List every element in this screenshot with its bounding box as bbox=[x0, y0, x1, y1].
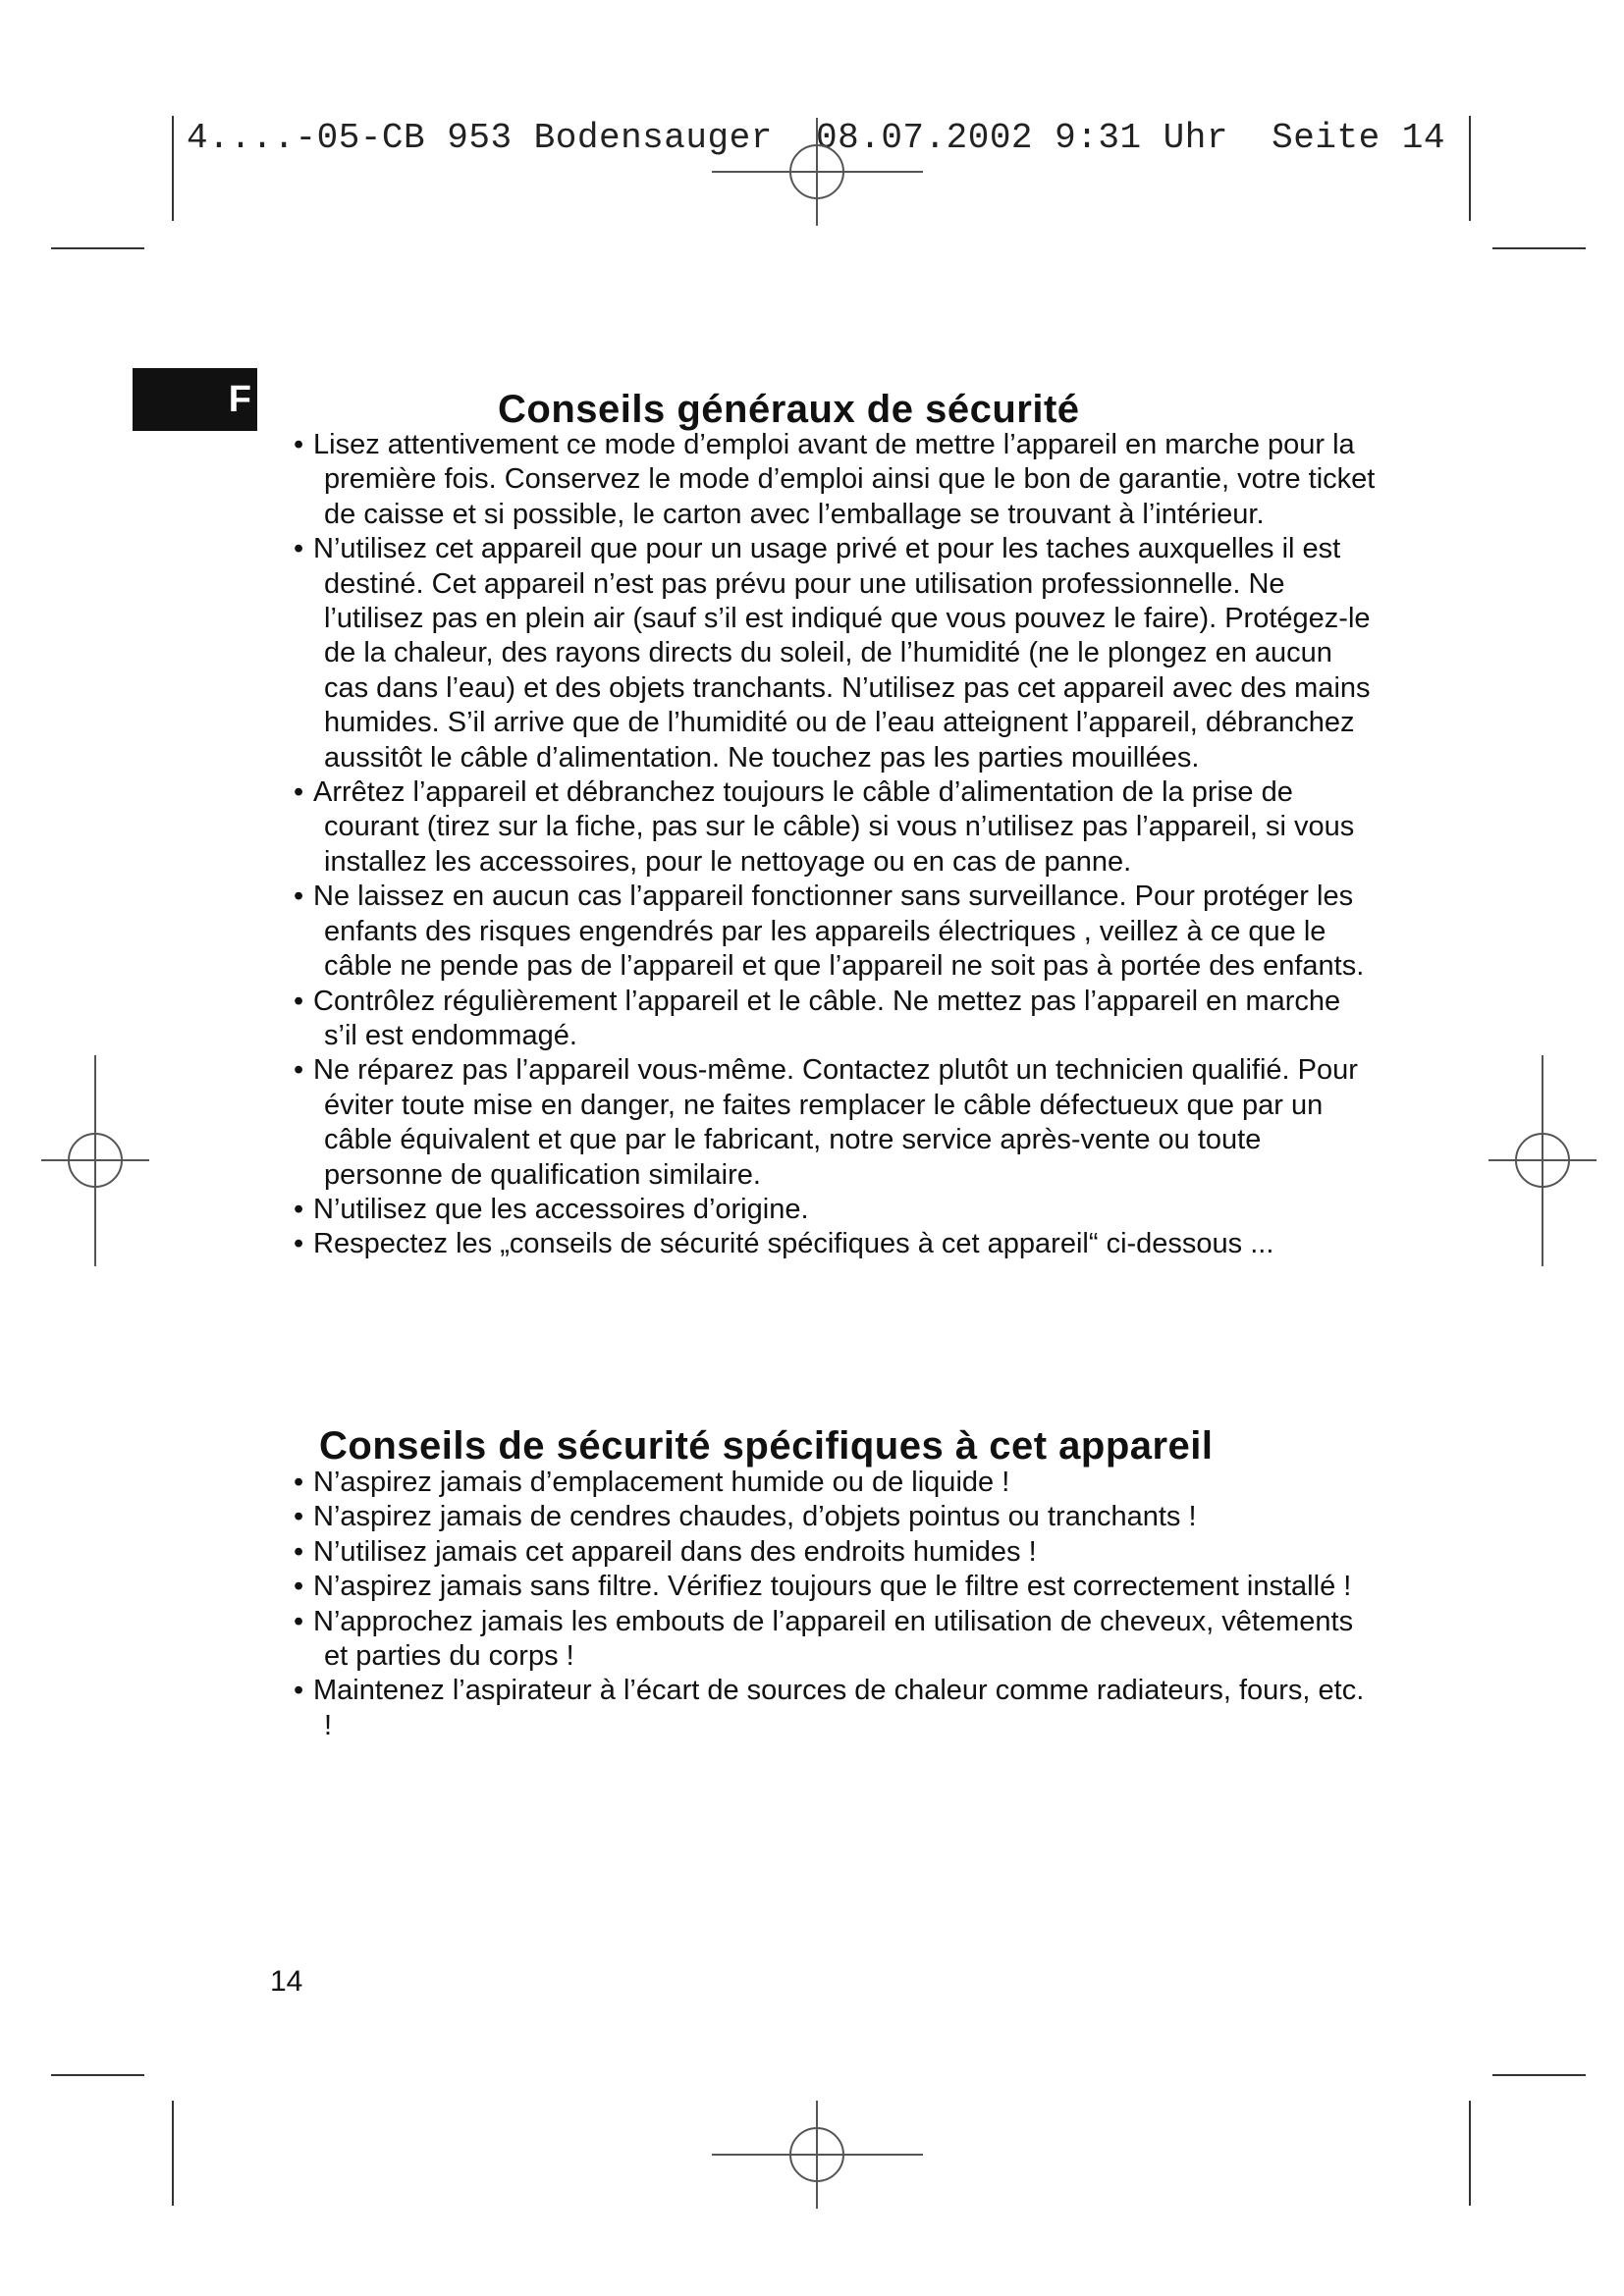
crop-mark-bottom-right-vertical bbox=[1469, 2101, 1471, 2206]
list-item: • N’aspirez jamais d’emplacement humide ou de liquide ! bbox=[270, 1466, 1380, 1500]
registration-mark-top-icon bbox=[712, 118, 923, 226]
registration-mark-right-icon bbox=[1489, 1055, 1597, 1266]
list-item: • N’utilisez jamais cet appareil dans des endroits humides ! bbox=[270, 1535, 1380, 1570]
list-item: • Respectez les „conseils de sécurité spécifiques à cet appareil“ ci-dessous ... bbox=[270, 1227, 1380, 1261]
list-item: • N’aspirez jamais de cendres chaudes, d’objets pointus ou tranchants ! bbox=[270, 1500, 1380, 1534]
crop-mark-bottom-left-vertical bbox=[172, 2101, 174, 2206]
crop-mark-top-left-vertical bbox=[172, 116, 174, 221]
crop-mark-top-right-vertical bbox=[1469, 116, 1471, 221]
list-item: • Maintenez l’aspirateur à l’écart de sources de chaleur comme radiateurs, fours, etc. ! bbox=[270, 1674, 1380, 1743]
print-slug-line: 4....-05-CB 953 Bodensauger 08.07.2002 9:31 Uhr Seite 14 bbox=[187, 118, 1446, 158]
list-item: • Ne laissez en aucun cas l’appareil fonctionner sans surveillance. Pour protéger les enfants des risques engendrés par les appareils électriques , veillez à ce que le câble ne pende pas de l’appareil et que l’appareil ne soit pas à portée des enfants. bbox=[270, 880, 1380, 984]
section-title-specific-safety: Conseils de sécurité spécifiques à cet appareil bbox=[319, 1424, 1214, 1468]
page-number: 14 bbox=[270, 1965, 303, 1998]
list-item: • Ne réparez pas l’appareil vous-même. Contactez plutôt un technicien qualifié. Pour éviter toute mise en danger, ne faites remplacer le câble défectueux que par un câble équivalent et que par le fabricant, notre service après-vente ou toute personne de qualification similaire. bbox=[270, 1053, 1380, 1193]
language-tab: F bbox=[133, 368, 257, 431]
crop-mark-bottom-left-horizontal bbox=[51, 2074, 144, 2076]
list-item: • Lisez attentivement ce mode d’emploi avant de mettre l’appareil en marche pour la première fois. Conservez le mode d’emploi ainsi que le bon de garantie, votre ticket de caisse et si possible, le carton avec l’emballage se trouvant à l’intérieur. bbox=[270, 428, 1380, 532]
section-title-general-safety: Conseils généraux de sécurité bbox=[498, 387, 1080, 431]
general-safety-list bbox=[270, 428, 1380, 1262]
crop-mark-top-right-horizontal bbox=[1492, 247, 1586, 249]
registration-mark-left-icon bbox=[41, 1055, 149, 1266]
registration-mark-bottom-icon bbox=[712, 2101, 923, 2209]
list-item: • N’utilisez cet appareil que pour un usage privé et pour les taches auxquelles il est destiné. Cet appareil n’est pas prévu pour une utilisation professionnelle. Ne l’utilisez pas en plein air (sauf s’il est indiqué que vous pouvez le faire). Protégez-le de la chaleur, des rayons directs du soleil, de l’humidité (ne le plongez en aucun cas dans l’eau) et des objets tranchants. N’utilisez pas cet appareil avec des mains humides. S’il arrive que de l’humidité ou de l’eau atteignent l’appareil, débranchez aussitôt le câble d’alimentation. Ne touchez pas les parties mouillées. bbox=[270, 532, 1380, 775]
list-item: • Contrôlez régulièrement l’appareil et le câble. Ne mettez pas l’appareil en marche s’il est endommagé. bbox=[270, 985, 1380, 1054]
list-item: • N’approchez jamais les embouts de l’appareil en utilisation de cheveux, vêtements et parties du corps ! bbox=[270, 1605, 1380, 1675]
crop-mark-top-left-horizontal bbox=[51, 247, 144, 249]
specific-safety-list bbox=[270, 1466, 1380, 1743]
list-item: • N’aspirez jamais sans filtre. Vérifiez toujours que le filtre est correctement installé ! bbox=[270, 1570, 1380, 1604]
crop-mark-bottom-right-horizontal bbox=[1492, 2074, 1586, 2076]
list-item: • Arrêtez l’appareil et débranchez toujours le câble d’alimentation de la prise de courant (tirez sur la fiche, pas sur le câble) si vous n’utilisez pas l’appareil, si vous installez les accessoires, pour le nettoyage ou en cas de panne. bbox=[270, 775, 1380, 880]
list-item: • N’utilisez que les accessoires d’origine. bbox=[270, 1193, 1380, 1227]
